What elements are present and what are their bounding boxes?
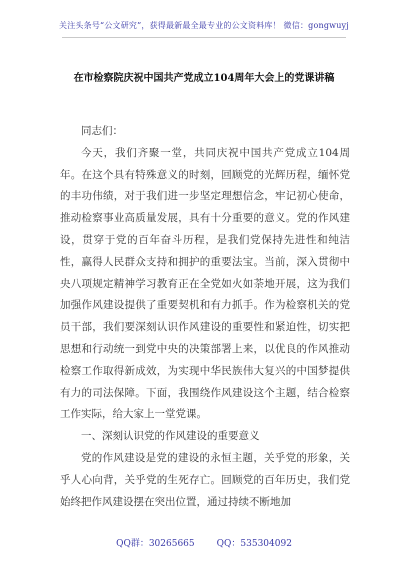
salutation: 同志们： [81, 125, 123, 137]
document-body [60, 121, 350, 513]
qq-group-label: QQ群：30265665 [116, 539, 195, 549]
footer-contact [0, 536, 408, 549]
body-paragraph: 今天，我们齐聚一堂，共同庆祝中国共产党成立104周年。在这个具有特殊意义的时刻，回顾党的光辉历程，缅怀党的丰功伟绩，对于我们进一步坚定理想信念，牢记初心使命，推动检察事业高质量发展，具有十分重要的意义。党的作风建设，贯穿于党的百年奋斗历程，是我们党保持先进性和纯洁性，赢得人民群众支持和拥护的重要法宝。当前，深入贯彻中央八项规定精神学习教育正在全党如火如荼地开展，这为我们加强作风建设提供了重要契机和有力抓手。作为检察机关的党员干部，我们要深刻认识作风建设的重要性和紧迫性，切实把思想和行动统一到党中央的决策部署上来，以优良的作风推动检察工作取得新成效，为实现中华民族伟大复兴的中国梦提供有力的司法保障。下面，我围绕作风建设这个主题，结合检察工作实际，给大家上一堂党课。 [60, 146, 350, 421]
qq-number-label: QQ：535304092 [216, 539, 292, 549]
header-banner: 关注头条号“公文研究”，获得最新最全最专业的公文资料库！ 微信：gongwuyj [59, 21, 349, 30]
body-paragraph: 党的作风建设是党的建设的永恒主题，关乎党的形象，关乎人心向背，关乎党的生死存亡。回顾党的百年历史，我们党始终把作风建设摆在突出位置，通过持续不断地加 [60, 451, 350, 508]
document-title: 在市检察院庆祝中国共产党成立104周年大会上的党课讲稿 [73, 73, 335, 84]
header-divider [62, 37, 346, 38]
section-heading: 一、深刻认识党的作风建设的重要意义 [81, 430, 260, 443]
